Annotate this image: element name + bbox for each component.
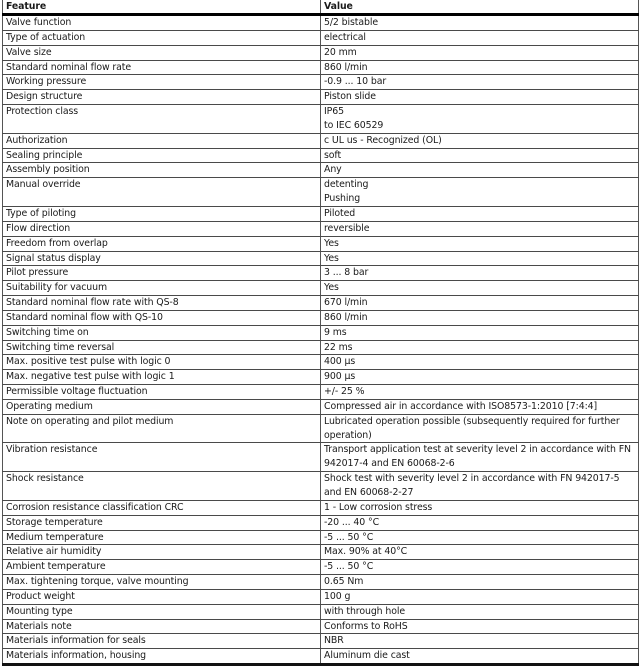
feature-cell: Materials information, housing	[3, 649, 321, 665]
table-row	[3, 221, 639, 236]
value-cell	[321, 281, 639, 296]
feature-cell: Mounting type	[3, 604, 321, 619]
value-line: Max. 90% at 40°C	[324, 546, 408, 558]
table-row	[3, 15, 639, 31]
table-row	[3, 634, 639, 649]
feature-cell: Permissible voltage fluctuation	[3, 385, 321, 400]
feature-cell: Standard nominal flow rate	[3, 60, 321, 75]
feature-cell: Ambient temperature	[3, 560, 321, 575]
value-line: -5 ... 50 °C	[324, 561, 374, 573]
value-cell	[321, 355, 639, 370]
value-line: 860 l/min	[324, 61, 368, 73]
value-line: Transport application test at severity level 2 in accordance with FN 942017-4 and EN 60068-2-6	[324, 444, 631, 470]
feature-cell: Suitability for vacuum	[3, 281, 321, 296]
table-row	[3, 575, 639, 590]
feature-cell: Signal status display	[3, 251, 321, 266]
feature-cell: Pilot pressure	[3, 266, 321, 281]
value-cell	[321, 385, 639, 400]
table-row	[3, 30, 639, 45]
table-row	[3, 414, 639, 443]
value-cell	[321, 604, 639, 619]
table-row	[3, 60, 639, 75]
value-cell	[321, 649, 639, 665]
value-cell	[321, 75, 639, 90]
table-row	[3, 619, 639, 634]
table-row	[3, 515, 639, 530]
value-line: 20 mm	[324, 46, 357, 58]
table-row	[3, 281, 639, 296]
table-row	[3, 355, 639, 370]
value-line: Piloted	[324, 207, 356, 219]
feature-cell: Assembly position	[3, 163, 321, 178]
feature-cell: Design structure	[3, 90, 321, 105]
table-row	[3, 251, 639, 266]
value-cell	[321, 443, 639, 472]
value-line: 860 l/min	[324, 311, 368, 323]
value-line: c UL us - Recognized (OL)	[324, 134, 442, 146]
value-cell	[321, 45, 639, 60]
table-row	[3, 45, 639, 60]
feature-cell: Working pressure	[3, 75, 321, 90]
value-line: detenting	[324, 179, 369, 191]
feature-cell: Note on operating and pilot medium	[3, 414, 321, 443]
value-line: Yes	[324, 237, 339, 249]
feature-cell: Max. tightening torque, valve mounting	[3, 575, 321, 590]
value-cell	[321, 560, 639, 575]
value-cell	[321, 178, 639, 207]
table-row	[3, 500, 639, 515]
value-cell	[321, 148, 639, 163]
feature-cell: Type of piloting	[3, 206, 321, 221]
value-cell	[321, 296, 639, 311]
table-row	[3, 206, 639, 221]
value-cell	[321, 236, 639, 251]
value-line: 3 ... 8 bar	[324, 267, 369, 279]
table-row	[3, 385, 639, 400]
value-line: +/- 25 %	[324, 386, 365, 398]
value-cell	[321, 530, 639, 545]
feature-cell: Standard nominal flow rate with QS-8	[3, 296, 321, 311]
value-line: 670 l/min	[324, 297, 368, 309]
table-row	[3, 472, 639, 501]
table-row	[3, 443, 639, 472]
value-cell	[321, 310, 639, 325]
value-line: Yes	[324, 252, 339, 264]
feature-cell: Type of actuation	[3, 30, 321, 45]
table-row	[3, 545, 639, 560]
feature-cell: Valve size	[3, 45, 321, 60]
value-line: 100 g	[324, 590, 351, 602]
feature-cell: Max. positive test pulse with logic 0	[3, 355, 321, 370]
value-cell	[321, 60, 639, 75]
value-cell	[321, 399, 639, 414]
table-row	[3, 178, 639, 207]
feature-cell: Corrosion resistance classification CRC	[3, 500, 321, 515]
table-row	[3, 325, 639, 340]
spec-table-body	[3, 15, 639, 665]
feature-column-header: Feature	[3, 0, 321, 15]
feature-cell: Manual override	[3, 178, 321, 207]
value-cell	[321, 515, 639, 530]
value-cell	[321, 133, 639, 148]
feature-cell: Materials information for seals	[3, 634, 321, 649]
feature-cell: Standard nominal flow with QS-10	[3, 310, 321, 325]
value-line: 0.65 Nm	[324, 576, 364, 588]
feature-cell: Freedom from overlap	[3, 236, 321, 251]
spec-table	[2, 0, 639, 666]
value-cell	[321, 325, 639, 340]
table-row	[3, 90, 639, 105]
feature-cell: Relative air humidity	[3, 545, 321, 560]
value-cell	[321, 266, 639, 281]
value-line: reversible	[324, 222, 370, 234]
table-row	[3, 340, 639, 355]
feature-cell: Valve function	[3, 15, 321, 31]
table-row	[3, 530, 639, 545]
value-line: -5 ... 50 °C	[324, 531, 374, 543]
feature-cell: Switching time reversal	[3, 340, 321, 355]
value-line: Shock test with severity level 2 in accordance with FN 942017-5 and EN 60068-2-27	[324, 473, 620, 498]
table-row	[3, 75, 639, 90]
value-line: Conforms to RoHS	[324, 620, 408, 632]
value-line: Yes	[324, 282, 339, 294]
feature-cell: Operating medium	[3, 399, 321, 414]
value-cell	[321, 30, 639, 45]
value-cell	[321, 206, 639, 221]
value-cell	[321, 575, 639, 590]
value-cell	[321, 500, 639, 515]
table-row	[3, 310, 639, 325]
value-cell	[321, 634, 639, 649]
value-line: Any	[324, 164, 342, 176]
value-line: 5/2 bistable	[324, 17, 379, 28]
value-column-header: Value	[321, 0, 639, 15]
header-row	[3, 0, 639, 15]
value-cell	[321, 589, 639, 604]
value-cell	[321, 545, 639, 560]
value-line: IP65	[324, 106, 344, 118]
table-row	[3, 266, 639, 281]
feature-cell: Medium temperature	[3, 530, 321, 545]
value-cell	[321, 619, 639, 634]
feature-cell: Authorization	[3, 133, 321, 148]
value-line: 9 ms	[324, 326, 347, 338]
value-cell	[321, 414, 639, 443]
table-row	[3, 649, 639, 665]
feature-cell: Flow direction	[3, 221, 321, 236]
table-row	[3, 105, 639, 134]
value-line: to IEC 60529	[324, 119, 384, 131]
value-line: Lubricated operation possible (subsequently required for further operation)	[324, 415, 620, 441]
table-row	[3, 589, 639, 604]
value-line: 400 µs	[324, 356, 356, 368]
value-cell	[321, 221, 639, 236]
feature-cell: Max. negative test pulse with logic 1	[3, 370, 321, 385]
table-row	[3, 560, 639, 575]
value-cell	[321, 105, 639, 134]
feature-cell: Shock resistance	[3, 472, 321, 501]
table-row	[3, 236, 639, 251]
value-line: -0.9 ... 10 bar	[324, 76, 387, 88]
value-line: Pushing	[324, 193, 361, 205]
value-line: 22 ms	[324, 341, 353, 353]
value-line: -20 ... 40 °C	[324, 516, 380, 528]
table-row	[3, 370, 639, 385]
feature-cell: Product weight	[3, 589, 321, 604]
value-cell	[321, 370, 639, 385]
value-line: NBR	[324, 635, 344, 647]
feature-cell: Switching time on	[3, 325, 321, 340]
value-line: Piston slide	[324, 91, 376, 103]
value-cell	[321, 15, 639, 31]
table-row	[3, 148, 639, 163]
value-line: Aluminum die cast	[324, 650, 410, 662]
value-line: 1 - Low corrosion stress	[324, 501, 433, 513]
table-row	[3, 399, 639, 414]
value-line: Compressed air in accordance with ISO8573-1:2010 [7:4:4]	[324, 400, 598, 412]
value-cell	[321, 472, 639, 501]
value-cell	[321, 340, 639, 355]
value-cell	[321, 163, 639, 178]
table-row	[3, 133, 639, 148]
value-line: soft	[324, 149, 342, 161]
value-cell	[321, 90, 639, 105]
feature-cell: Protection class	[3, 105, 321, 134]
feature-cell: Vibration resistance	[3, 443, 321, 472]
value-line: 900 µs	[324, 371, 356, 383]
value-line: electrical	[324, 31, 366, 43]
table-row	[3, 163, 639, 178]
table-row	[3, 604, 639, 619]
value-line: with through hole	[324, 605, 406, 617]
table-row	[3, 296, 639, 311]
feature-cell: Sealing principle	[3, 148, 321, 163]
feature-cell: Materials note	[3, 619, 321, 634]
feature-cell: Storage temperature	[3, 515, 321, 530]
value-cell	[321, 251, 639, 266]
